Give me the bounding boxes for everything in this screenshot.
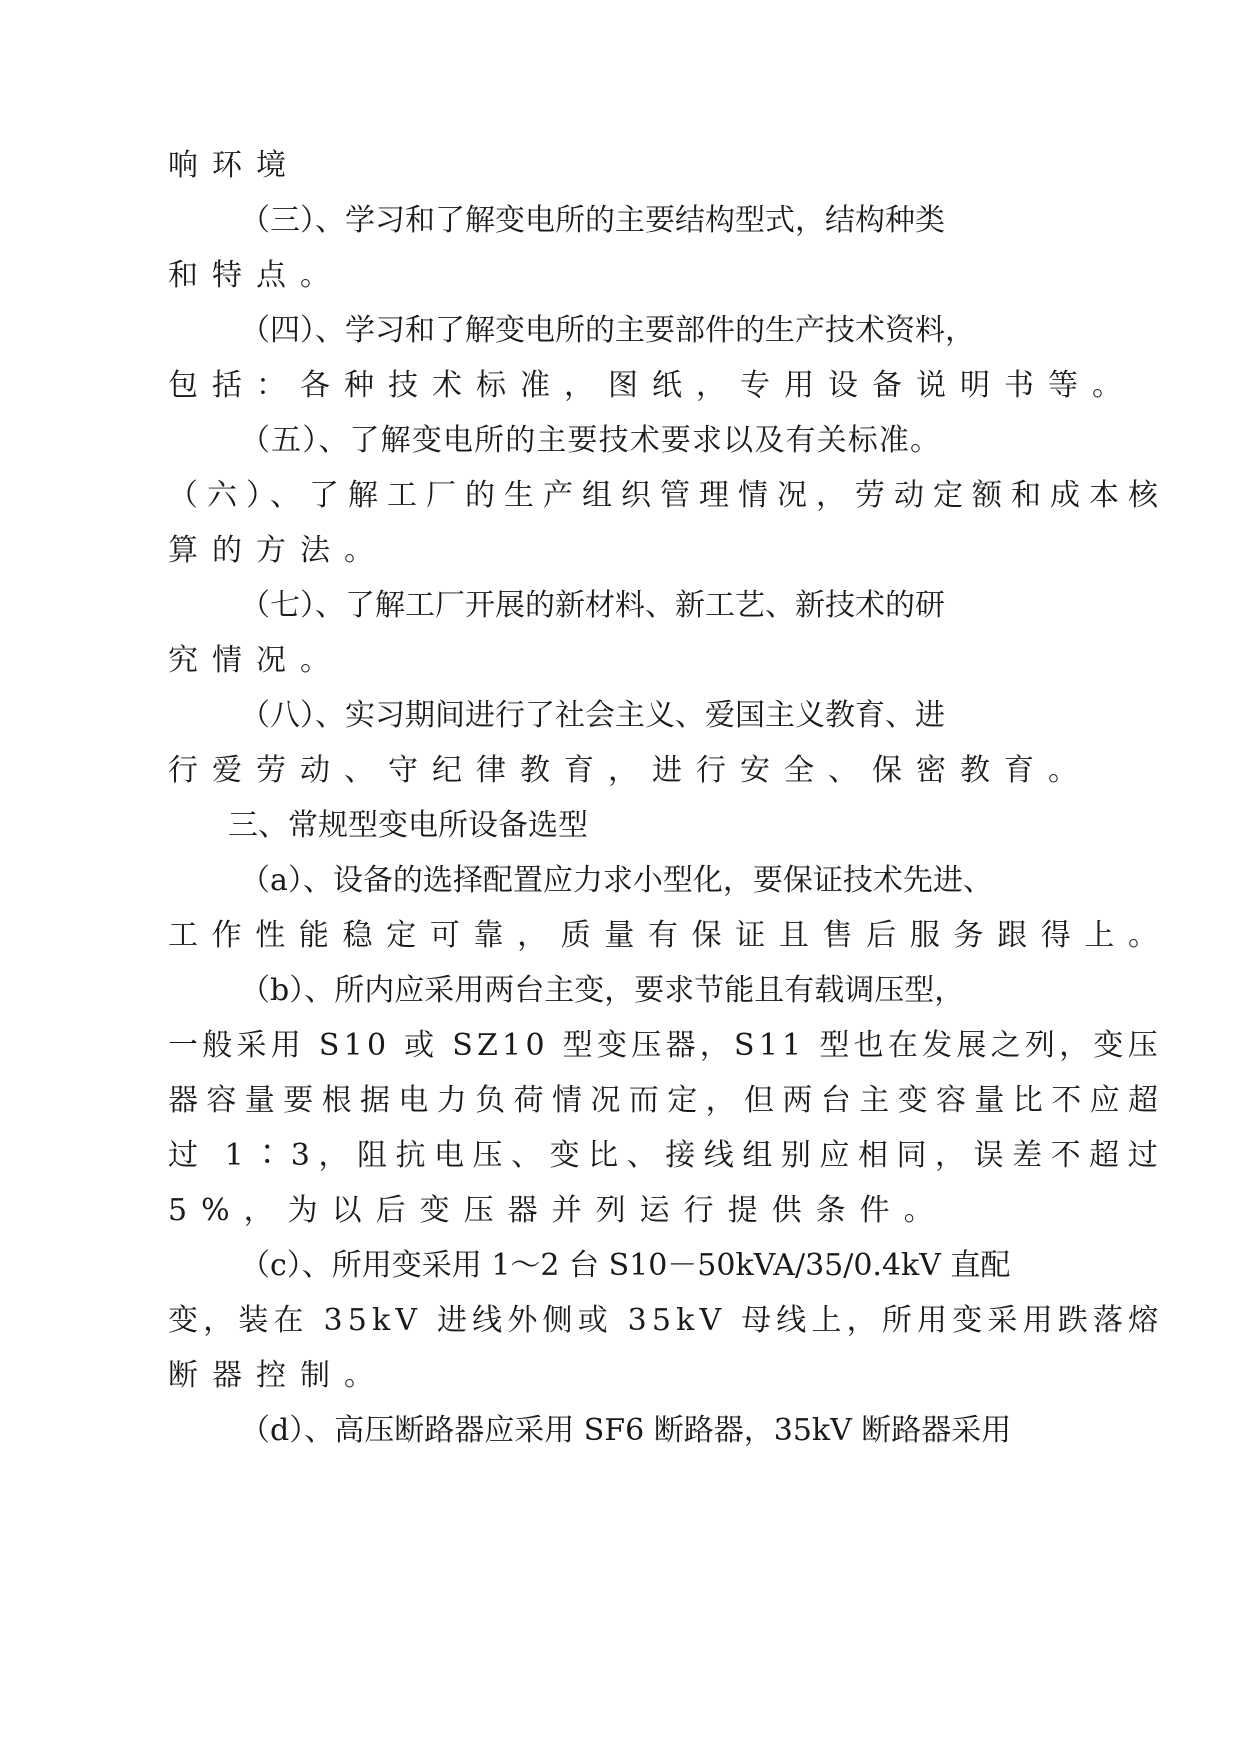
paragraph-line: （三）、学习和了解变电所的主要结构型式，结构种类: [240, 203, 945, 238]
paragraph-line: 一般采用 S10 或 SZ10 型变压器，S11 型也在发展之列，变压: [168, 1028, 1162, 1063]
paragraph-line: （六）、了解工厂的生产组织管理情况，劳动定额和成本核: [168, 478, 1167, 513]
paragraph-line: 响环境: [168, 148, 300, 183]
paragraph-line: 包括：各种技术标准，图纸，专用设备说明书等。: [168, 368, 1136, 403]
paragraph-line: （七）、了解工厂开展的新材料、新工艺、新技术的研: [240, 588, 945, 623]
paragraph-line: （b）、所内应采用两台主变，要求节能且有载调压型，: [240, 973, 965, 1008]
paragraph-line: 和特点。: [168, 258, 344, 293]
section-heading: 三、常规型变电所设备选型: [228, 808, 588, 843]
paragraph-line: （五）、了解变电所的主要技术要求以及有关标准。: [240, 423, 942, 458]
paragraph-line: （八）、实习期间进行了社会主义、爱国主义教育、进: [240, 698, 945, 733]
paragraph-line: 算的方法。: [168, 533, 388, 568]
paragraph-line: （a）、设备的选择配置应力求小型化，要保证技术先进、: [240, 863, 993, 898]
paragraph-line: 器容量要根据电力负荷情况而定，但两台主变容量比不应超: [168, 1083, 1167, 1118]
paragraph-line: （d）、高压断路器应采用 SF6 断路器，35kV 断路器采用: [240, 1413, 1012, 1448]
paragraph-line: 工作性能稳定可靠，质量有保证且售后服务跟得上。: [168, 918, 1172, 953]
paragraph-line: 断器控制。: [168, 1358, 388, 1393]
paragraph-line: 变，装在 35kV 进线外侧或 35kV 母线上，所用变采用跌落熔: [168, 1303, 1164, 1338]
paragraph-line: 过 1∶3，阻抗电压、变比、接线组别应相同，误差不超过: [168, 1138, 1167, 1173]
paragraph-line: 5%，为以后变压器并列运行提供条件。: [168, 1193, 948, 1228]
paragraph-line: 究情况。: [168, 643, 344, 678]
paragraph-line: （四）、学习和了解变电所的主要部件的生产技术资料，: [240, 313, 975, 348]
paragraph-line: 行爱劳动、守纪律教育，进行安全、保密教育。: [168, 753, 1092, 788]
paragraph-line: （c）、所用变采用 1～2 台 S10－50kVA/35/0.4kV 直配: [240, 1248, 1011, 1283]
